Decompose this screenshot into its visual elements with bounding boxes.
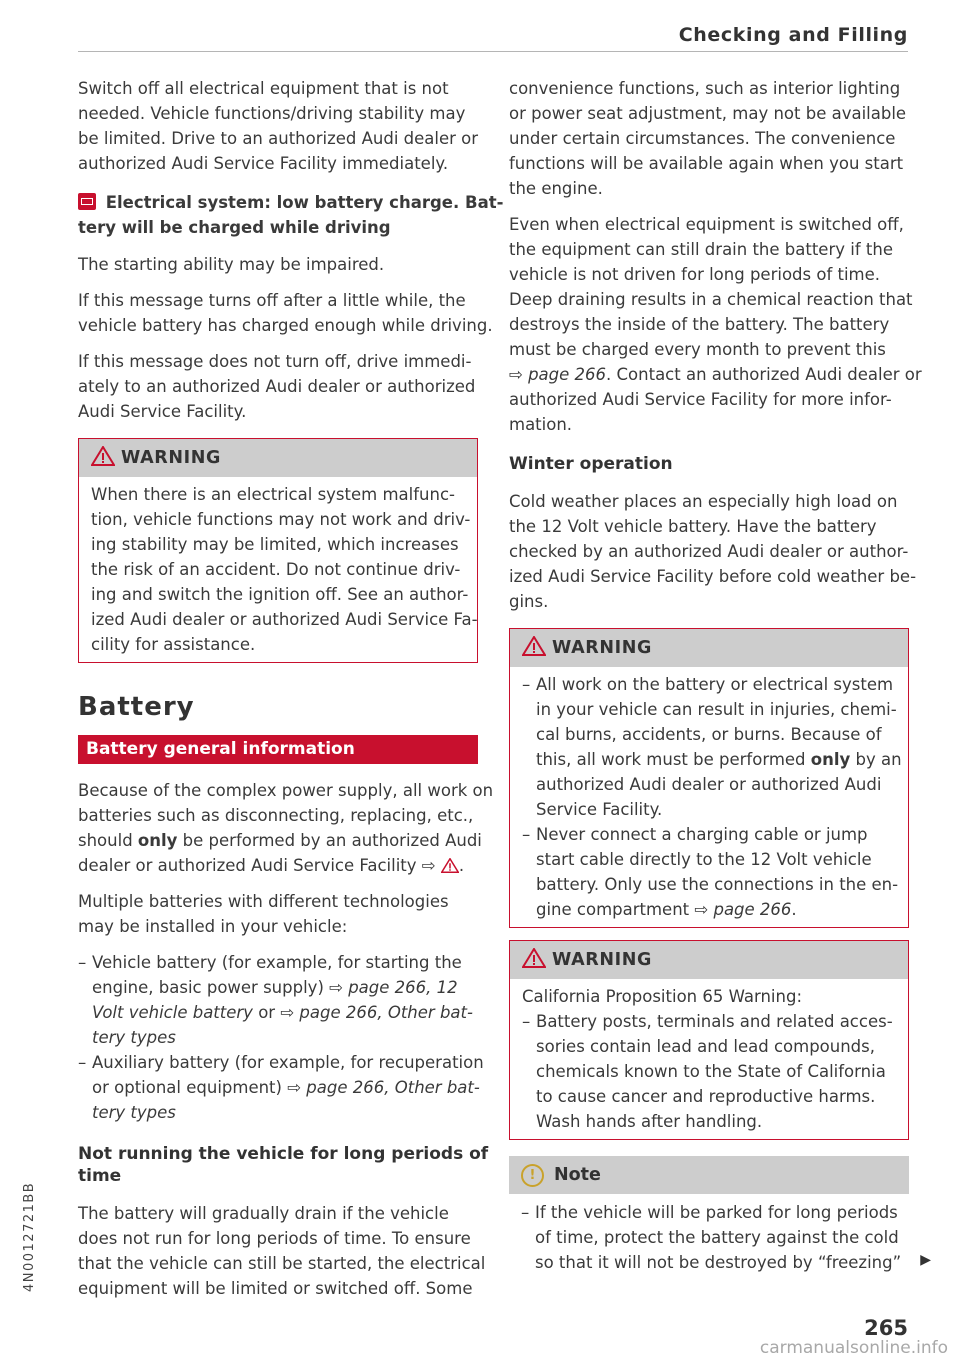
page-ref-link[interactable]: page 266, Other bat-: [299, 1003, 473, 1022]
page-ref-link[interactable]: page 266, 12: [348, 978, 458, 997]
warning-triangle-icon: [91, 446, 115, 466]
warning-body: California Proposition 65 Warning: – Battery posts, terminals and related acces- sories contain lead and lead compounds, chemicals known to the State of California to cause cancer and reproductive harms. Wash hands after handling.: [510, 979, 908, 1139]
document-code: 4N0012721BB: [22, 1181, 37, 1292]
msg-paragraph-2: If this message turns off after a little while, the vehicle battery has charged enough while driving.: [78, 291, 493, 335]
page-number: 265: [864, 1316, 908, 1340]
continue-arrow-icon[interactable]: ▶: [920, 1252, 931, 1268]
watermark: carmanualsonline.info: [759, 1338, 948, 1358]
list-item: – If the vehicle will be parked for long periods of time, protect the battery against the cold so that it will not be destroyed by “freezing”: [521, 1203, 902, 1272]
info-exclamation-icon: !: [521, 1164, 544, 1187]
warning-header: WARNING: [510, 629, 908, 667]
section-title-battery: Battery: [78, 692, 195, 722]
warning-body: [510, 667, 908, 927]
note-box: [509, 1156, 931, 1275]
warning-box-prop65: [509, 940, 909, 1140]
note-body: [509, 1194, 931, 1275]
convenience-paragraph: convenience functions, such as interior lighting or power seat adjustment, may not be available under certain circumstances. The convenience functions will be available again when you start the engine.: [509, 79, 907, 198]
list-item: – Never connect a charging cable or jump start cable directly to the 12 Volt vehicle battery. Only use the connections in the en- gine compartment ⇨ page 266.: [522, 825, 899, 919]
warning-header: WARNING: [79, 439, 477, 477]
header-rule: [78, 51, 908, 52]
general-paragraph-2: Multiple batteries with different technologies may be installed in your vehicle:: [78, 892, 449, 936]
warning-triangle-icon: [522, 636, 546, 656]
drain-paragraph: Even when electrical equipment is switched off, the equipment can still drain the battery if the vehicle is not driven for long periods of time. Deep draining results in a chemical reaction that destroys the inside of the battery. The battery must be charged every month to prevent this ⇨ page 266. Contact an authorized Audi dealer or authorized Audi Service Facility for more infor- mation.: [509, 215, 922, 434]
msg-paragraph-3: If this message does not turn off, drive immedi- ately to an authorized Audi dealer or authorized Audi Service Facility.: [78, 352, 476, 421]
warning-ref-icon[interactable]: [441, 858, 459, 873]
msg-paragraph-1: The starting ability may be impaired.: [78, 255, 385, 274]
subsection-title-general: Battery general information: [78, 735, 478, 764]
right-column: [509, 76, 931, 1275]
list-item: – All work on the battery or electrical system in your vehicle can result in injuries, chemi- cal burns, accidents, or burns. Because of this, all work must be performed only by an authorized Audi dealer or authorized Audi Service Facility.: [522, 675, 902, 819]
general-paragraph-1: Because of the complex power supply, all work on batteries such as disconnecting, replacing, etc., should only be performed by an authorized Audi dealer or authorized Audi Service Facility ⇨ .: [78, 781, 494, 875]
warning-header: WARNING: [510, 941, 908, 979]
warning-body: When there is an electrical system malfunc- tion, vehicle functions may not work and driv- ing stability may be limited, which increases the risk of an accident. Do not continue driv- ing and switch the ignition off. See an author- ized Audi dealer or authorized Audi Service Fa- cility for assistance.: [91, 485, 478, 654]
page-ref-link[interactable]: page 266: [528, 365, 607, 384]
list-item: – Battery posts, terminals and related acces- sories contain lead and lead compounds, chemicals known to the State of California to cause cancer and reproductive harms. Wash hands after handling.: [522, 1012, 893, 1131]
page-ref-link[interactable]: page 266, Other bat-: [306, 1078, 480, 1097]
intro-paragraph: Switch off all electrical equipment that is not needed. Vehicle functions/driving stability may be limited. Drive to an authorized Audi dealer or authorized Audi Service Facility immediately.: [78, 79, 479, 173]
list-item-vehicle-battery: – Vehicle battery (for example, for starting the engine, basic power supply) ⇨ page 266, 12 Volt vehicle battery or ⇨ page 266, Other bat- tery types: [78, 953, 473, 1047]
list-item-auxiliary-battery: – Auxiliary battery (for example, for recuperation or optional equipment) ⇨ page 266, Other bat- tery types: [78, 1053, 484, 1122]
winter-paragraph: Cold weather places an especially high load on the 12 Volt vehicle battery. Have the battery checked by an authorized Audi dealer or author- ized Audi Service Facility before cold weather be- gins.: [509, 492, 917, 611]
page-ref-link[interactable]: page 266: [713, 900, 792, 919]
left-column: [78, 76, 504, 1312]
long-periods-paragraph: The battery will gradually drain if the vehicle does not run for long periods of time. To ensure that the vehicle can still be started, the electrical equipment will be limited or switched off. Some: [78, 1204, 486, 1298]
warning-box-battery-work: [509, 628, 909, 928]
long-periods-heading: Not running the vehicle for long periods of time: [78, 1144, 489, 1186]
winter-heading: Winter operation: [509, 454, 673, 474]
warning-triangle-icon: [522, 948, 546, 968]
warning-box-electrical: [78, 438, 478, 663]
page-header-title: Checking and Filling: [678, 24, 908, 46]
battery-warning-icon: [78, 193, 96, 210]
note-header: ! Note: [509, 1156, 909, 1194]
battery-message-heading: Electrical system: low battery charge. Bat- tery will be charged while driving: [78, 193, 504, 237]
